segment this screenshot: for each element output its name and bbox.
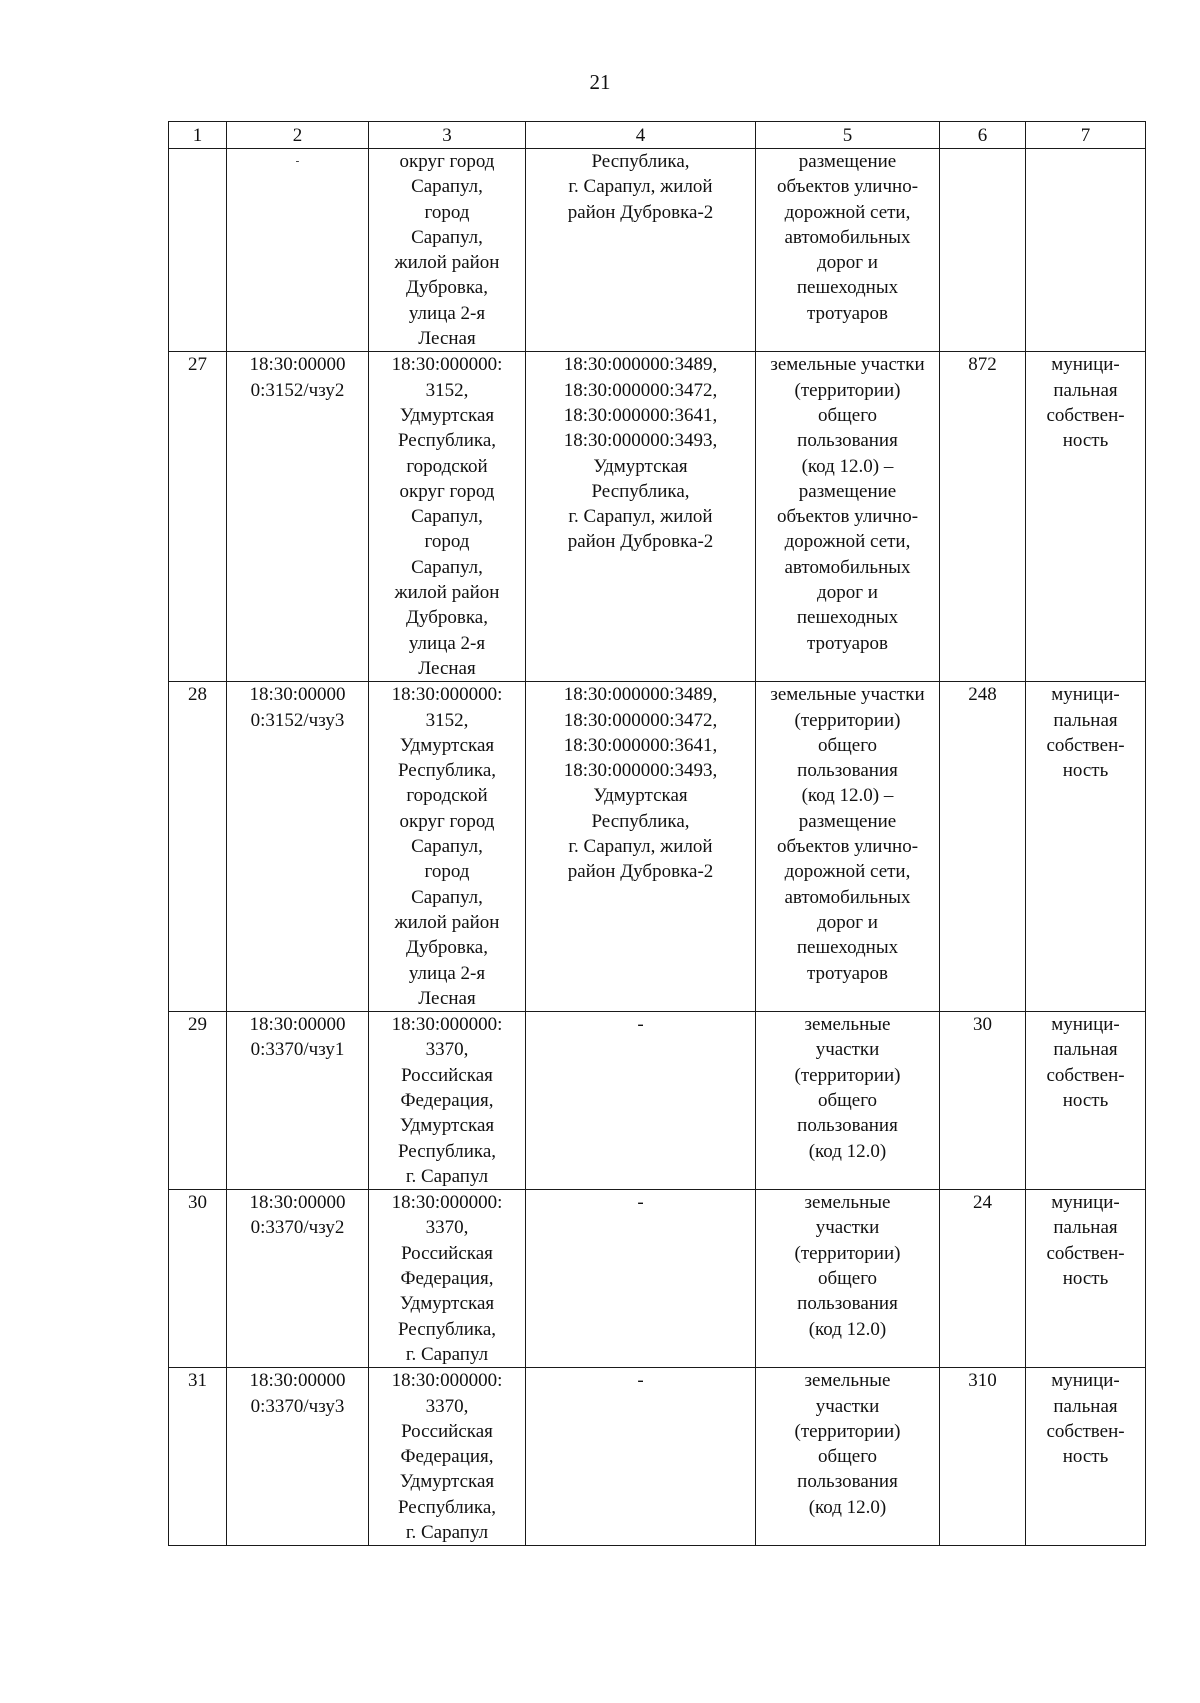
location-cell: 18:30:000000: 3370, Российская Федерация, Удмуртская Республика, г. Сарапул — [369, 1368, 526, 1546]
table-row — [169, 1368, 1146, 1546]
ownership-cell: муници- пальная собствен- ность — [1026, 352, 1146, 682]
parcels-cell: - — [526, 1190, 756, 1368]
zone-id-cell: 18:30:00000 0:3370/чзу1 — [227, 1012, 369, 1190]
column-header: 6 — [940, 122, 1026, 149]
column-header: 5 — [756, 122, 940, 149]
area-cell: 248 — [940, 682, 1026, 1012]
location-cell: 18:30:000000: 3152, Удмуртская Республика, городской округ город Сарапул, город Сарапул, жилой район Дубровка, улица 2-я Лесная — [369, 352, 526, 682]
ownership-cell — [1026, 149, 1146, 352]
ownership-cell: муници- пальная собствен- ность — [1026, 1012, 1146, 1190]
parcels-cell: 18:30:000000:3489, 18:30:000000:3472, 18:30:000000:3641, 18:30:000000:3493, Удмуртская Республика, г. Сарапул, жилой район Дубровка-2 — [526, 682, 756, 1012]
zone-id-cell: - — [227, 149, 369, 352]
land-use-cell: размещение объектов улично- дорожной сети, автомобильных дорог и пешеходных тротуаров — [756, 149, 940, 352]
header-row — [169, 122, 1146, 149]
land-register-table — [168, 121, 1146, 1546]
ownership-cell: муници- пальная собствен- ность — [1026, 1190, 1146, 1368]
location-cell: 18:30:000000: 3370, Российская Федерация, Удмуртская Республика, г. Сарапул — [369, 1190, 526, 1368]
land-use-cell: земельные участки (территории) общего пользования (код 12.0) — [756, 1190, 940, 1368]
parcels-cell: Республика, г. Сарапул, жилой район Дубровка-2 — [526, 149, 756, 352]
zone-id-cell: 18:30:00000 0:3370/чзу3 — [227, 1368, 369, 1546]
table-row — [169, 682, 1146, 1012]
land-use-cell: земельные участки (территории) общего пользования (код 12.0) — [756, 1368, 940, 1546]
parcels-cell: - — [526, 1368, 756, 1546]
zone-id-cell: 18:30:00000 0:3152/чзу2 — [227, 352, 369, 682]
location-cell: округ город Сарапул, город Сарапул, жилой район Дубровка, улица 2-я Лесная — [369, 149, 526, 352]
table-row-continuation — [169, 149, 1146, 352]
ownership-cell: муници- пальная собствен- ность — [1026, 1368, 1146, 1546]
area-cell: 872 — [940, 352, 1026, 682]
zone-id-cell: 18:30:00000 0:3370/чзу2 — [227, 1190, 369, 1368]
area-cell — [940, 149, 1026, 352]
parcels-cell: 18:30:000000:3489, 18:30:000000:3472, 18:30:000000:3641, 18:30:000000:3493, Удмуртская Республика, г. Сарапул, жилой район Дубровка-2 — [526, 352, 756, 682]
row-number-cell: 27 — [169, 352, 227, 682]
zone-id-cell: 18:30:00000 0:3152/чзу3 — [227, 682, 369, 1012]
location-cell: 18:30:000000: 3152, Удмуртская Республика, городской округ город Сарапул, город Сарапул, жилой район Дубровка, улица 2-я Лесная — [369, 682, 526, 1012]
land-use-cell: земельные участки (территории) общего пользования (код 12.0) – размещение объектов улично- дорожной сети, автомобильных дорог и пешеходных тротуаров — [756, 682, 940, 1012]
column-header: 7 — [1026, 122, 1146, 149]
row-number-cell: 31 — [169, 1368, 227, 1546]
row-number-cell: 29 — [169, 1012, 227, 1190]
table-row — [169, 1190, 1146, 1368]
ownership-cell: муници- пальная собствен- ность — [1026, 682, 1146, 1012]
column-header: 2 — [227, 122, 369, 149]
row-number-cell — [169, 149, 227, 352]
area-cell: 24 — [940, 1190, 1026, 1368]
location-cell: 18:30:000000: 3370, Российская Федерация, Удмуртская Республика, г. Сарапул — [369, 1012, 526, 1190]
column-header: 1 — [169, 122, 227, 149]
area-cell: 310 — [940, 1368, 1026, 1546]
area-cell: 30 — [940, 1012, 1026, 1190]
table-row — [169, 1012, 1146, 1190]
table-row — [169, 352, 1146, 682]
parcels-cell: - — [526, 1012, 756, 1190]
land-use-cell: земельные участки (территории) общего пользования (код 12.0) – размещение объектов улично- дорожной сети, автомобильных дорог и пешеходных тротуаров — [756, 352, 940, 682]
column-header: 3 — [369, 122, 526, 149]
land-use-cell: земельные участки (территории) общего пользования (код 12.0) — [756, 1012, 940, 1190]
row-number-cell: 28 — [169, 682, 227, 1012]
column-header: 4 — [526, 122, 756, 149]
page-number: 21 — [589, 70, 611, 94]
row-number-cell: 30 — [169, 1190, 227, 1368]
